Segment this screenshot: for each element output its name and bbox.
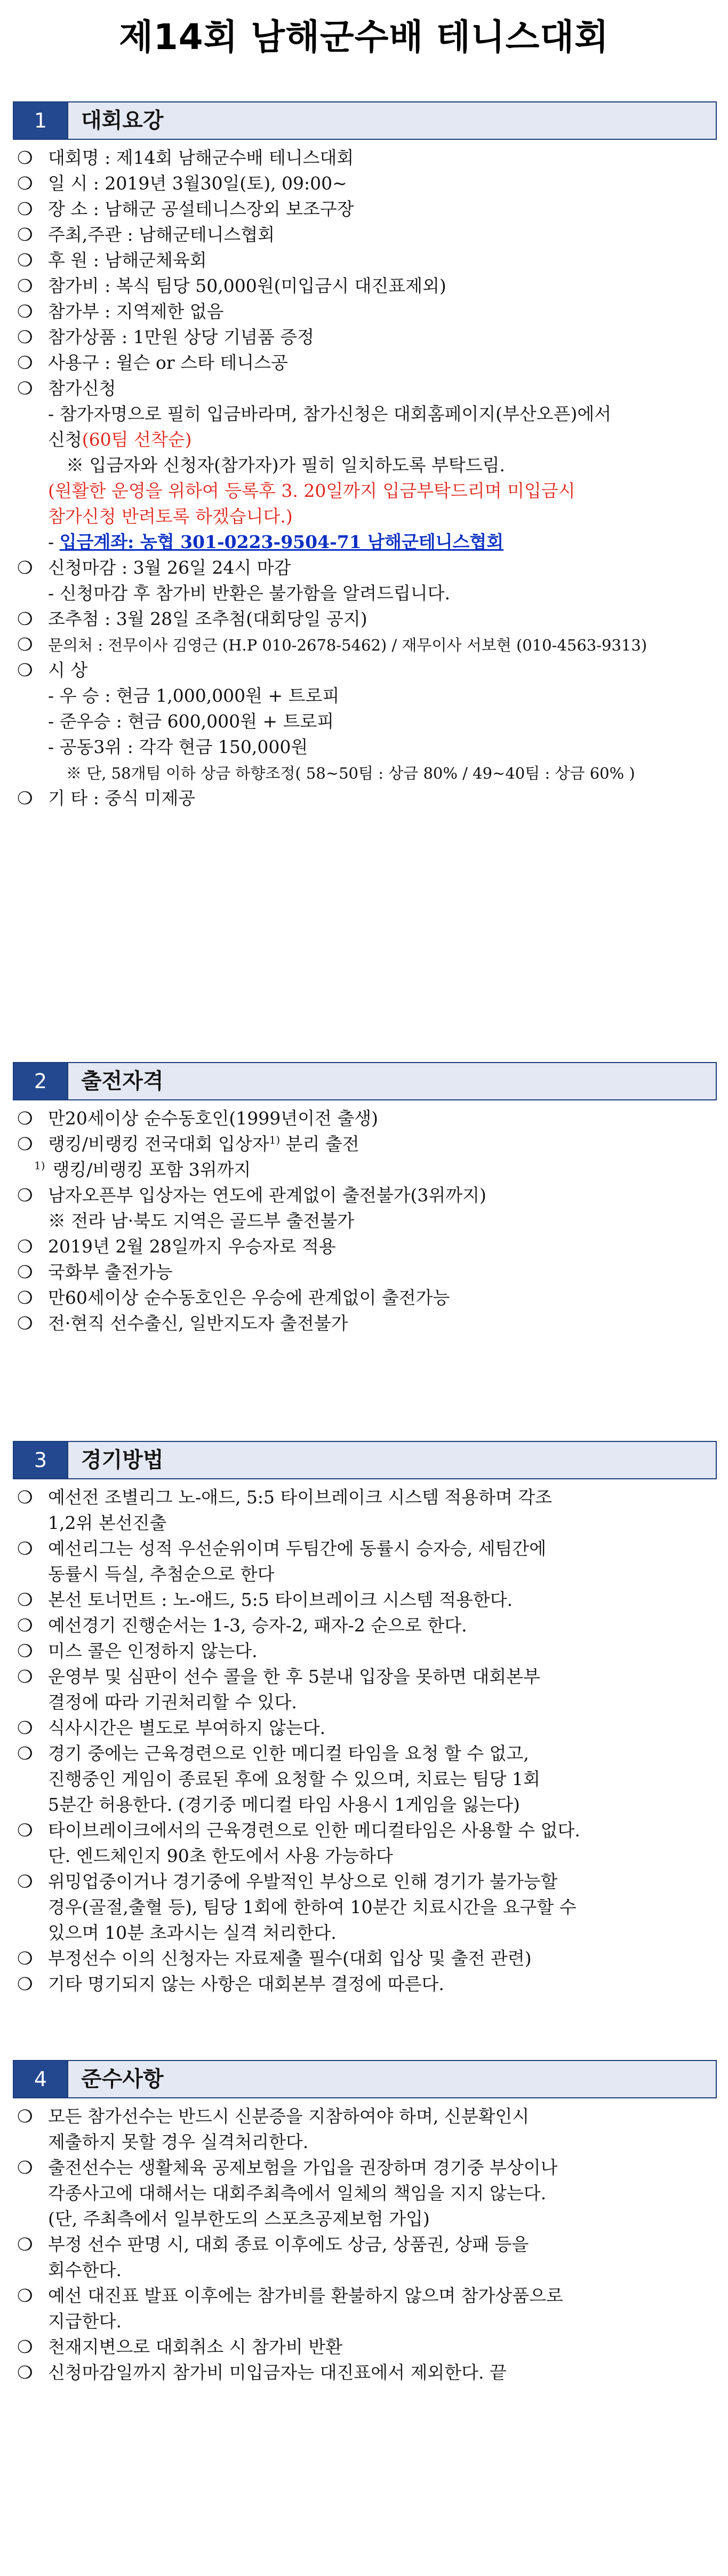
line-text: 있으며 10분 초과시는 실격 처리한다.: [48, 1922, 337, 1943]
line-text: 랭킹/비랭킹 포함 3위까지: [52, 1159, 251, 1180]
list-item: [13, 2232, 717, 2257]
line-text: 동률시 득실, 추첨순으로 한다: [48, 1564, 275, 1584]
section-title: 대회요강: [67, 102, 716, 139]
section-1: [13, 101, 717, 811]
section-2: [13, 1062, 717, 1336]
list-item: [13, 1766, 717, 1792]
line-text: 시 상: [48, 660, 88, 680]
list-item: [13, 2129, 717, 2155]
line-text: 만20세이상 순수동호인(1999년이전 출생): [48, 1108, 378, 1129]
line-text: 기타 명기되지 않는 사항은 대회본부 결정에 따른다.: [48, 1973, 444, 1994]
line-text: 출전선수는 생활체육 공제보험을 가입을 권장하며 경기중 부상이나: [48, 2157, 558, 2178]
list-item: [13, 1869, 717, 1895]
line-text: (단, 주최측에서 일부한도의 스포츠공제보험 가입): [48, 2208, 430, 2229]
list-item: [13, 1741, 717, 1766]
line-text: 모든 참가선수는 반드시 신분증을 지참하여야 하며, 신분확인시: [48, 2106, 530, 2127]
line-text: 예선 대진표 발표 이후에는 참가비를 환불하지 않으며 참가상품으로: [48, 2285, 564, 2306]
section-header: [13, 1062, 717, 1100]
list-item: [13, 299, 717, 324]
line-text: 각종사고에 대해서는 대회주최측에서 일체의 책임을 지지 않는다.: [48, 2183, 547, 2204]
line-text: 주최,주관 : 남해군테니스협회: [48, 224, 275, 245]
notice-text: 참가신청 반려토록 하겠습니다.): [48, 506, 293, 527]
bullet-icon: ❍: [17, 608, 33, 629]
bullet-icon: ❍: [17, 557, 33, 578]
bullet-icon: ❍: [17, 788, 33, 809]
list-item: [13, 606, 717, 632]
section-title: 준수사항: [67, 2061, 716, 2097]
section-lines: [13, 1485, 717, 1997]
list-item: [13, 1895, 717, 1920]
section-title: 경기방법: [67, 1442, 716, 1478]
bullet-icon: ❍: [17, 352, 33, 373]
list-item: [13, 1613, 717, 1638]
list-item: [13, 478, 717, 504]
section-3: [13, 1441, 717, 1997]
list-item: [13, 1946, 717, 1971]
line-text: 일 시 : 2019년 3월30일(토), 09:00~: [48, 173, 347, 194]
bullet-icon: ❍: [17, 1666, 33, 1687]
bullet-icon: ❍: [17, 2285, 33, 2306]
line-text: -: [48, 532, 60, 552]
footnote-ref: 1): [269, 1134, 281, 1146]
line-text: 제출하지 못할 경우 실격처리한다.: [48, 2131, 309, 2152]
list-item: [13, 2181, 717, 2206]
bullet-icon: ❍: [17, 2234, 33, 2255]
bullet-icon: ❍: [17, 1640, 33, 1661]
list-item: [13, 2283, 717, 2309]
line-text: ※ 입금자와 신청자(참가자)가 필히 일치하도록 부탁드림.: [66, 455, 506, 475]
bullet-icon: ❍: [17, 2106, 33, 2127]
bullet-icon: ❍: [17, 1108, 33, 1129]
list-item: [13, 683, 717, 709]
list-item: [13, 504, 717, 529]
section-title: 출전자격: [67, 1063, 716, 1099]
bullet-icon: ❍: [17, 2157, 33, 2178]
list-item: [13, 2257, 717, 2283]
line-text: 후 원 : 남해군체육회: [48, 250, 207, 271]
line-text: 위밍업중이거나 경기중에 우발적인 부상으로 인해 경기가 불가능할: [48, 1871, 558, 1892]
bullet-icon: ❍: [17, 1948, 33, 1969]
list-item: [13, 196, 717, 222]
line-text: 본선 토너먼트 : 노-애드, 5:5 타이브레이크 시스템 적용한다.: [48, 1589, 513, 1610]
list-item: [13, 1208, 717, 1234]
list-item: [13, 1920, 717, 1946]
list-item: [13, 1131, 717, 1157]
line-text: 전·현직 선수출신, 일반지도자 출전불가: [48, 1313, 348, 1334]
bullet-icon: ❍: [17, 660, 33, 680]
section-number: 1: [14, 102, 67, 139]
line-text: 예선경기 진행순서는 1-3, 승자-2, 패자-2 순으로 한다.: [48, 1615, 467, 1636]
line-text: 지급한다.: [48, 2311, 122, 2332]
list-item: [13, 1510, 717, 1536]
bullet-icon: ❍: [17, 1236, 33, 1257]
list-item: [13, 2334, 717, 2360]
bullet-icon: ❍: [17, 250, 33, 271]
list-item: [13, 2104, 717, 2129]
bullet-icon: ❍: [17, 2336, 33, 2357]
bullet-icon: ❍: [17, 1717, 33, 1738]
line-text: ※ 전라 남·북도 지역은 골드부 출전불가: [48, 1210, 355, 1231]
section-header: [13, 2060, 717, 2098]
list-item: [13, 145, 717, 171]
list-item: [13, 427, 717, 453]
list-item: [13, 734, 717, 760]
list-item: [13, 1792, 717, 1818]
line-text: 1,2위 본선진출: [48, 1512, 167, 1533]
line-text: 5분간 허용한다. (경기중 메디컬 타임 사용시 1게임을 잃는다): [48, 1794, 520, 1815]
list-item: [13, 632, 717, 657]
bullet-icon: ❍: [17, 1615, 33, 1636]
bullet-icon: ❍: [17, 199, 33, 219]
list-item: [13, 1562, 717, 1587]
line-text: - 공동3위 : 각각 현금 150,000원: [48, 736, 308, 757]
list-item: [13, 1690, 717, 1715]
list-item: [13, 1715, 717, 1741]
line-text: 회수한다.: [48, 2260, 122, 2280]
list-item: [13, 1259, 717, 1285]
line-text: 부정 선수 판명 시, 대회 종료 이후에도 상금, 상품권, 상패 등을: [48, 2234, 529, 2255]
line-text: 사용구 : 윌슨 or 스타 테니스공: [48, 352, 288, 373]
section-number: 3: [14, 1442, 67, 1478]
section-4: [13, 2060, 717, 2385]
bullet-icon: ❍: [17, 1262, 33, 1282]
line-text: 만60세이상 순수동호인은 우승에 관계없이 출전가능: [48, 1287, 450, 1308]
section-lines: [13, 1106, 717, 1336]
line-text: 미스 콜은 인정하지 않는다.: [48, 1640, 258, 1661]
line-text: 운영부 및 심판이 선수 콜을 한 후 5분내 입장을 못하면 대회본부: [48, 1666, 540, 1687]
highlight-text: (60팀 선착순): [82, 429, 192, 450]
line-text: 단. 엔드체인지 90초 한도에서 사용 가능하다: [48, 1845, 393, 1866]
section-header: [13, 1441, 717, 1479]
line-text-after: 분리 출전: [280, 1134, 359, 1154]
line-text: 참가부 : 지역제한 없음: [48, 301, 224, 322]
line-text: 랭킹/비랭킹 전국대회 입상자: [48, 1134, 269, 1154]
list-item: [13, 273, 717, 299]
line-text: 부정선수 이의 신청자는 자료제출 필수(대회 입상 및 출전 관련): [48, 1948, 532, 1969]
line-text: 신청마감 : 3월 26일 24시 마감: [48, 557, 291, 578]
bullet-icon: ❍: [17, 1538, 33, 1559]
list-item: [13, 1843, 717, 1869]
section-lines: [13, 145, 717, 811]
list-item: [13, 1234, 717, 1259]
list-item: [13, 555, 717, 581]
section-lines: [13, 2104, 717, 2385]
list-item: [13, 2155, 717, 2181]
list-item: [13, 1818, 717, 1843]
bullet-icon: ❍: [17, 1185, 33, 1206]
line-text: 신청: [48, 429, 82, 450]
bullet-icon: ❍: [17, 224, 33, 245]
list-item: [13, 1536, 717, 1562]
line-text: ※ 단, 58개팀 이하 상금 하향조정( 58~50팀 : 상금 80% / 49~40팀 : 상금 60% ): [66, 764, 635, 782]
list-item: [13, 529, 717, 555]
line-text: - 신청마감 후 참가비 반환은 불가함을 알려드립니다.: [48, 583, 451, 604]
list-item: [13, 376, 717, 401]
line-text: 대회명 : 제14회 남해군수배 테니스대회: [48, 147, 354, 168]
bullet-icon: ❍: [17, 1589, 33, 1610]
bullet-icon: ❍: [17, 634, 33, 655]
line-text: 장 소 : 남해군 공설테니스장외 보조구장: [48, 199, 354, 219]
list-item: [13, 2309, 717, 2334]
bullet-icon: ❍: [17, 301, 33, 322]
list-item: [13, 657, 717, 683]
bullet-icon: ❍: [17, 1487, 33, 1508]
list-item: [13, 1157, 717, 1183]
list-item: [13, 222, 717, 248]
list-item: [13, 171, 717, 196]
line-text: 경기 중에는 근육경련으로 인한 메디컬 타임을 요청 할 수 없고,: [48, 1743, 529, 1764]
line-text: 남자오픈부 입상자는 연도에 관계없이 출전불가(3위까지): [48, 1185, 486, 1206]
list-item: [13, 1311, 717, 1336]
bullet-icon: ❍: [17, 1743, 33, 1764]
line-text: 진행중인 게임이 종료된 후에 요청할 수 있으며, 치료는 팀당 1회: [48, 1769, 540, 1789]
line-text: 국화부 출전가능: [48, 1262, 173, 1282]
line-text: 참가비 : 복식 팀당 50,000원(미입금시 대진표제외): [48, 275, 446, 296]
section-number: 2: [14, 1063, 67, 1099]
list-item: [13, 1285, 717, 1311]
bullet-icon: ❍: [17, 1287, 33, 1308]
list-item: [13, 1485, 717, 1510]
section-header: [13, 101, 717, 140]
list-item: [13, 1183, 717, 1208]
line-text: 신청마감일까지 참가비 미입금자는 대진표에서 제외한다. 끝: [48, 2362, 507, 2383]
list-item: [13, 453, 717, 478]
line-text: 기 타 : 중식 미제공: [48, 788, 196, 809]
line-text: - 우 승 : 현금 1,000,000원 + 트로피: [48, 685, 340, 706]
footnote-marker: 1): [34, 1159, 45, 1172]
bullet-icon: ❍: [17, 1820, 33, 1841]
list-item: [13, 1638, 717, 1664]
line-text: 결정에 따라 기권처리할 수 있다.: [48, 1692, 297, 1713]
notice-text: (원활한 운영을 위하여 등록후 3. 20일까지 입금부탁드리며 미입금시: [48, 480, 575, 501]
line-text: 예선리그는 성적 우선순위이며 두팀간에 동률시 승자승, 세팀간에: [48, 1538, 547, 1559]
list-item: [13, 1664, 717, 1690]
section-number: 4: [14, 2061, 67, 2097]
list-item: [13, 2360, 717, 2385]
list-item: [13, 2206, 717, 2232]
list-item: [13, 350, 717, 376]
bullet-icon: ❍: [17, 1313, 33, 1334]
bank-account-text: 입금계좌: 농협 301-0223-9504-71 남해군테니스협회: [59, 532, 504, 552]
bullet-icon: ❍: [17, 147, 33, 168]
list-item: [13, 786, 717, 811]
list-item: [13, 709, 717, 734]
line-text: 참가상품 : 1만원 상당 기념품 증정: [48, 327, 314, 347]
line-text: 조추첨 : 3월 28일 조추첨(대회당일 공지): [48, 608, 367, 629]
list-item: [13, 1971, 717, 1997]
line-text: 타이브레이크에서의 근육경련으로 인한 메디컬타임은 사용할 수 없다.: [48, 1820, 580, 1841]
line-text: 식사시간은 별도로 부여하지 않는다.: [48, 1717, 326, 1738]
line-text: 천재지변으로 대회취소 시 참가비 반환: [48, 2336, 343, 2357]
list-item: [13, 760, 717, 786]
bullet-icon: ❍: [17, 327, 33, 347]
list-item: [13, 1106, 717, 1131]
bullet-icon: ❍: [17, 173, 33, 194]
line-text: - 참가자명으로 필히 입금바라며, 참가신청은 대회홈페이지(부산오픈)에서: [48, 403, 612, 424]
page-title: 제14회 남해군수배 테니스대회: [119, 17, 609, 58]
bullet-icon: ❍: [17, 378, 33, 399]
line-text: 경우(골절,출혈 등), 팀당 1회에 한하여 10분간 치료시간을 요구할 수: [48, 1897, 577, 1917]
list-item: [13, 324, 717, 350]
line-text: 예선전 조별리그 노-애드, 5:5 타이브레이크 시스템 적용하며 각조: [48, 1487, 553, 1508]
line-text: 문의처 : 전무이사 김영근 (H.P 010-2678-5462) / 재무이사 서보현 (010-4563-9313): [48, 636, 647, 654]
bullet-icon: ❍: [17, 1871, 33, 1892]
bullet-icon: ❍: [17, 275, 33, 296]
bullet-icon: ❍: [17, 2362, 33, 2383]
list-item: [13, 1587, 717, 1613]
list-item: [13, 581, 717, 606]
line-text: - 준우승 : 현금 600,000원 + 트로피: [48, 711, 334, 732]
list-item: [13, 248, 717, 273]
line-text: 2019년 2월 28일까지 우승자로 적용: [48, 1236, 336, 1257]
bullet-icon: ❍: [17, 1134, 33, 1154]
line-text: 참가신청: [48, 378, 116, 399]
list-item: [13, 401, 717, 427]
bullet-icon: ❍: [17, 1973, 33, 1994]
